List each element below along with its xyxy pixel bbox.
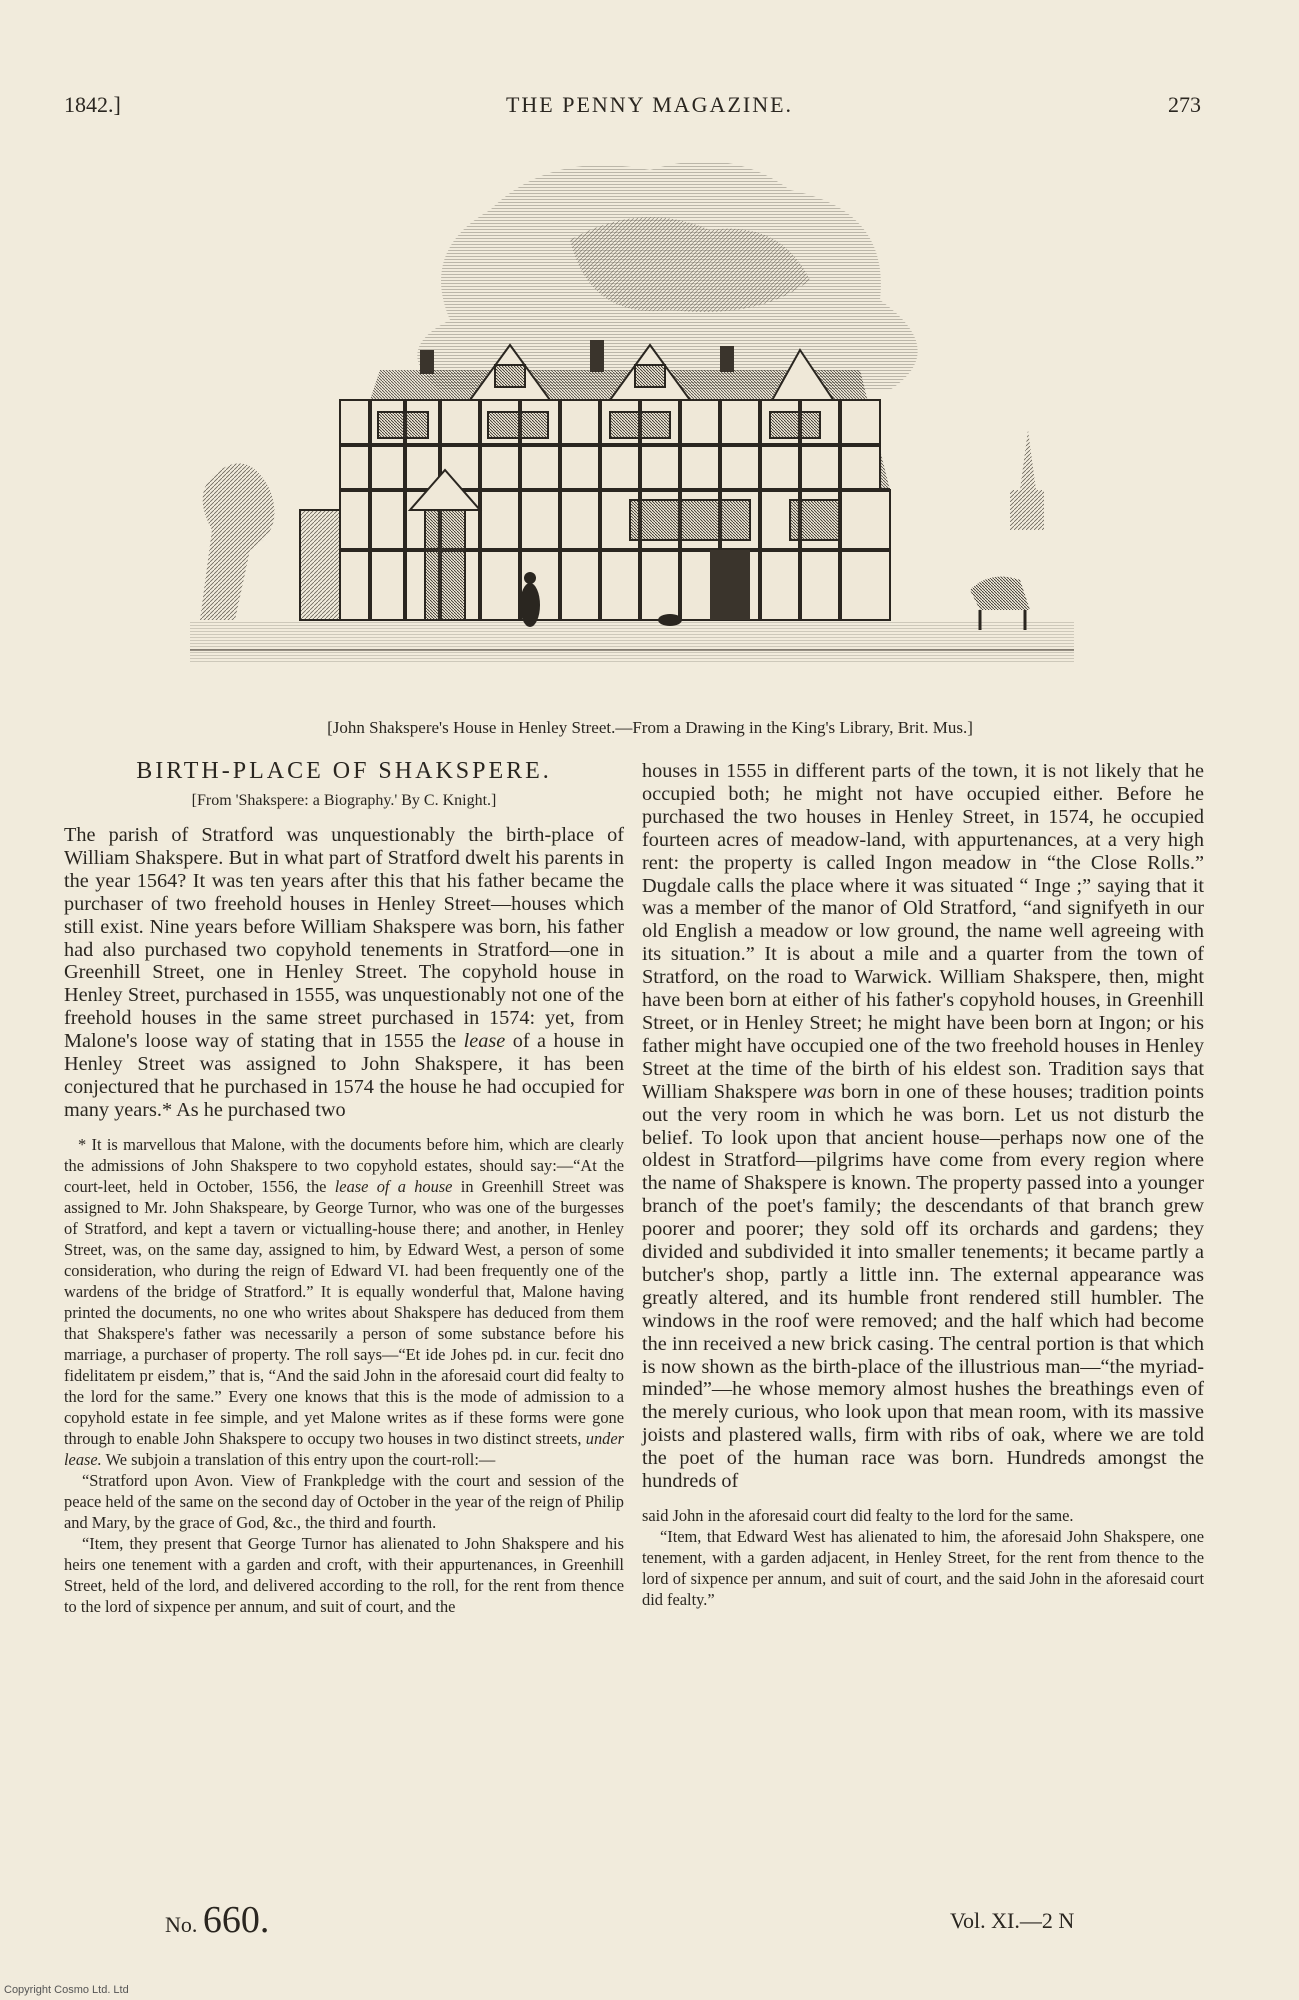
footnote-paragraph-5: “Item, that Edward West has alienated to him, the aforesaid John Shakspere, one tenement, with a garden adjacent, in Henley Street, for the rent from thence to the lord of sixpence per annum, and suit of court, and the said John in the aforesaid court did fealty.” [642,1527,1204,1609]
footnote-paragraph-3: “Item, they present that George Turnor has alienated to John Shakspere and his heirs one tenement with a garden and croft, with their appurtenances, in Greenhill Street, held of the lord, and delivered according to the roll, for the rent from thence to the lord of sixpence per annum, and suit of court, and the [64,1533,624,1616]
copyright-watermark: Copyright Cosmo Ltd. Ltd [4,1984,129,1996]
house-engraving [190,150,1074,662]
article-paragraph-2 [642,760,1204,1493]
footnote [64,1134,624,1617]
footnote-paragraph-2: “Stratford upon Avon. View of Frankpledge with the court and session of the peace held of the same on the second day of October in the year of the reign of Philip and Mary, by the grace of God, &c., the third and fourth. [64,1470,624,1532]
right-column [642,760,1204,1610]
header-year: 1842.] [64,92,121,117]
paragraph-2-text-b: born in one of these houses; tradition points out the very room in which he was born. Let us not disturb the belief. To look upon that ancient house—perhaps now one of the oldest in Stratford—pilgrims have come from every region where the name of Shakspere is known. The property passed into a younger branch of the poet's family; the descendants of that branch grew poorer and poorer; they sold off its orchards and gardens; they divided and subdivided it into smaller tenements; it became partly a butcher's shop, partly a little inn. The external appearance was greatly altered, and its humble front rendered still humbler. The windows in the roof were removed; and the half which had become the inn received a new brick casing. The central portion is that which is now shown as the birth-place of the illustrious man—“the myriad-minded”—he whose memory almost hushes the breathings even of the merely curious, who look upon that mean room, with its massive joists and plastered walls, firm with ribs of oak, where we are told the poet of the human race was born. Hundreds amongst the hundreds of [642,1080,1205,1493]
paragraph-1-text-a: The parish of Stratford was unquestionably the birth-place of William Shakspere. But in what part of Stratford dwelt his parents in the year 1564? It was ten years after this that his father became the purchaser of two freehold houses in Henley Street—houses which still exist. Nine years before William Shakspere was born, his father had also purchased two copyhold tenements in Stratford—one in Greenhill Street, one in Henley Street. The copyhold house in Henley Street, purchased in 1555, was unquestionably not one of the freehold houses in the same street purchased in 1574: yet, from Malone's loose way of stating that in 1555 the [64,824,624,1053]
volume-signature: Vol. XI.—2 N [950,1908,1075,1933]
footnote-1-text-a: * It is marvellous that Malone, with the documents before him, which are clearly the admissions of John Shakspere to two copyhold estates, should say:—“At the court-leet, held in October, 1556, the [64,1134,624,1196]
paragraph-2-text-a: houses in 1555 in different parts of the town, it is not likely that he occupied both; he might not have occupied either. Before he purchased the two houses in Henley Street, in 1574, he occupied fourteen acres of meadow-land, with appurtenances, at a very high rent: the property is called Ingon meadow in “the Close Rolls.” Dugdale calls the place where it was situated “ Inge ;” saying that it was a member of the manor of Old Stratford, “and signifyeth in our old English a meadow or low ground, the name well agreeing with its situation.” It is about a mile and a quarter from the town of Stratford, on the road to Warwick. William Shakspere, then, might have been born at either of his father's copyhold houses, in Greenhill Street, or in Henley Street; he might have been born at Ingon; or his father might have occupied one of the two freehold houses in Henley Street at the time of the birth of his eldest son. Tradition says that William Shakspere [642,760,1204,1103]
footnote-1-emphasis-2: under lease. [64,1428,624,1469]
footnote-paragraph-1 [64,1134,624,1470]
paragraph-1-emphasis: lease [463,1030,506,1053]
running-header [0,92,1299,124]
footnote-1-text-c: We subjoin a translation of this entry upon the court-roll:— [105,1449,496,1469]
footnote-1-emphasis: lease of a house [334,1176,453,1196]
header-page-number: 273 [1168,92,1201,117]
issue-number-label: No. [165,1912,198,1937]
paragraph-1-text-b: of a house in Henley Street was assigned to John Shakspere, it has been conjectured that he purchased in 1574 the house he had occupied for many years.* As he purchased two [64,1030,625,1121]
article-source: [From 'Shakspere: a Biography.' By C. Knight.] [191,792,497,809]
header-title: THE PENNY MAGAZINE. [505,92,794,117]
issue-number-value: 660. [202,1899,270,1941]
footnote-1-text-b: in Greenhill Street was assigned to Mr. John Shakspeare, by George Turnor, who was one of the burgesses of Stratford, and kept a tavern or victualling-house there; and another, in Henley Street, was, on the same day, assigned to him, by Edward West, a person of some consideration, who during the reign of Edward VI. had been frequently one of the wardens of the bridge of Stratford.” It is equally wonderful that, Malone having printed the documents, no one who writes about Shakspere has deduced from them that Shakspere's father was necessarily a person of some substance before his marriage, a purchaser of property. The roll says—“Et ide Johes pd. in cur. fecit dno fidelitatem pr eisdem,” that is, “And the said John in the aforesaid court did fealty to the lord for the same.” Every one knows that this is the mode of admission to a copyhold estate in fee simple, and yet Malone writes as if these forms were gone through to enable John Shakspere to occupy two houses in two distinct streets, [64,1176,624,1448]
footnote-paragraph-4: said John in the aforesaid court did fealty to the lord for the same. [642,1506,1074,1525]
left-column [64,824,624,1617]
article-title: BIRTH-PLACE OF SHAKSPERE. [136,758,552,784]
article-paragraph-1 [64,824,624,1122]
footnote-continued [642,1505,1204,1610]
issue-number [165,1898,269,1942]
illustration-caption: [John Shakspere's House in Henley Street.—From a Drawing in the King's Library, Brit. Mus.] [327,718,973,737]
paragraph-2-emphasis: was [803,1080,835,1103]
